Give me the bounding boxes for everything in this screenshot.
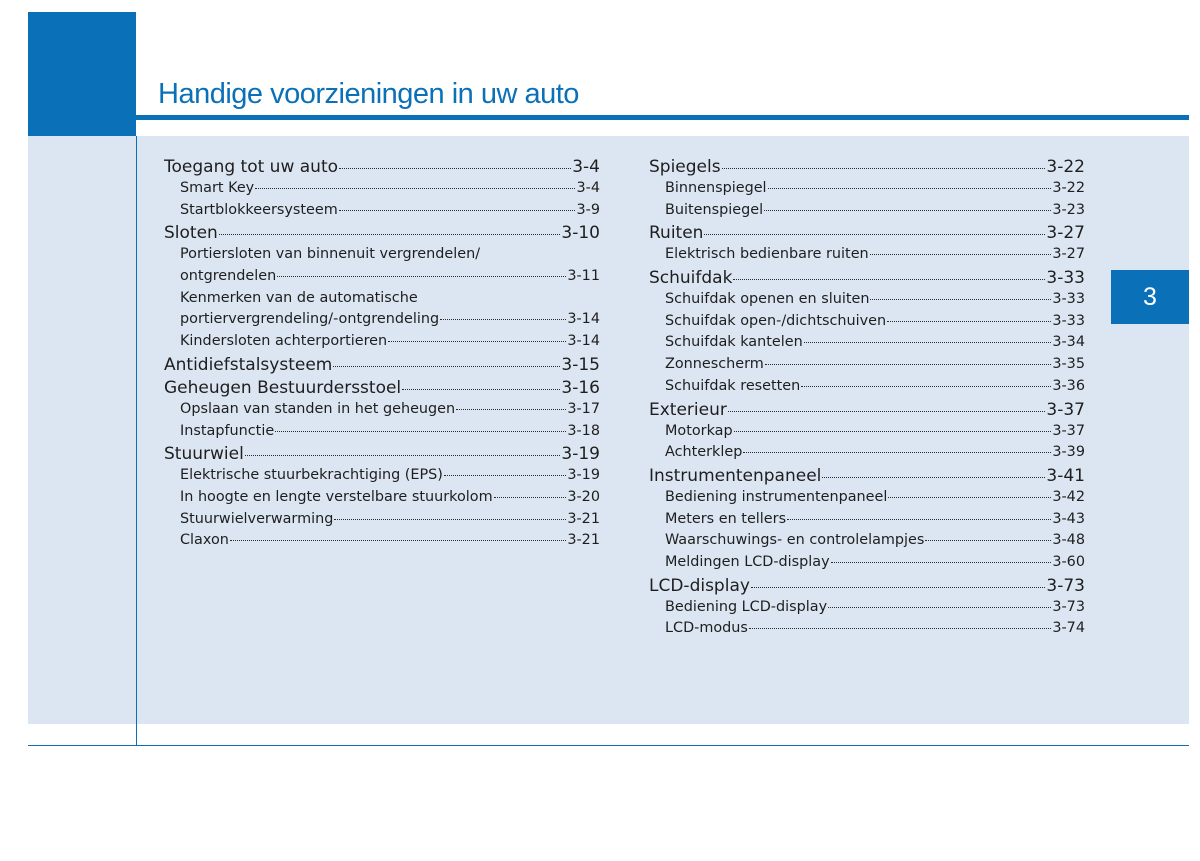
dot-leader bbox=[768, 188, 1052, 189]
bottom-rule bbox=[28, 745, 1189, 746]
toc-page-number: 3-21 bbox=[567, 510, 600, 527]
toc-page-number: 3-16 bbox=[561, 377, 600, 398]
toc-entry-label: ontgrendelen bbox=[180, 268, 277, 285]
toc-entry-label: Elektrische stuurbekrachtiging (EPS) bbox=[180, 467, 443, 484]
toc-subentry[interactable] bbox=[649, 509, 1085, 531]
toc-section-entry[interactable] bbox=[649, 267, 1085, 289]
toc-subentry[interactable] bbox=[649, 178, 1085, 200]
dot-leader bbox=[339, 210, 576, 211]
toc-subentry[interactable] bbox=[649, 289, 1085, 311]
dot-leader bbox=[733, 279, 1045, 280]
toc-page-number: 3-10 bbox=[561, 223, 600, 244]
dot-leader bbox=[831, 562, 1052, 563]
toc-page-number: 3-27 bbox=[1046, 223, 1085, 244]
toc-entry-label: Binnenspiegel bbox=[665, 180, 767, 196]
dot-leader bbox=[751, 587, 1045, 588]
chapter-tab[interactable]: 3 bbox=[1111, 270, 1189, 324]
toc-entry-label: Kindersloten achterportieren bbox=[180, 333, 388, 350]
toc-subentry[interactable] bbox=[164, 266, 600, 288]
dot-leader bbox=[704, 234, 1045, 235]
toc-page-number: 3-4 bbox=[576, 180, 600, 196]
dot-leader bbox=[245, 455, 561, 456]
toc-subentry[interactable] bbox=[164, 178, 600, 200]
toc-subentry[interactable] bbox=[649, 597, 1085, 619]
dot-leader bbox=[402, 389, 560, 390]
toc-section-entry[interactable] bbox=[164, 377, 600, 399]
toc-page-number: 3-73 bbox=[1052, 598, 1085, 615]
dot-leader bbox=[743, 452, 1051, 453]
toc-entry-label: Waarschuwings- en controlelampjes bbox=[665, 532, 925, 549]
toc-entry-label: Meters en tellers bbox=[665, 510, 787, 527]
dot-leader bbox=[728, 411, 1046, 412]
toc-section-entry[interactable] bbox=[164, 222, 600, 244]
dot-leader bbox=[888, 497, 1051, 498]
dot-leader bbox=[870, 299, 1051, 300]
toc-entry-label: Bediening LCD-display bbox=[665, 598, 828, 615]
title-underline bbox=[136, 115, 1189, 120]
toc-subentry[interactable] bbox=[649, 442, 1085, 464]
toc-section-entry[interactable] bbox=[649, 156, 1085, 178]
toc-page-number: 3-37 bbox=[1052, 422, 1085, 439]
toc-entry-label: Bediening instrumentenpaneel bbox=[665, 488, 888, 505]
toc-subentry[interactable] bbox=[649, 332, 1085, 354]
toc-section-entry[interactable] bbox=[164, 156, 600, 178]
dot-leader bbox=[277, 276, 566, 277]
toc-subentry[interactable] bbox=[649, 354, 1085, 376]
toc-section-entry[interactable] bbox=[649, 465, 1085, 487]
dot-leader bbox=[787, 519, 1051, 520]
dot-leader bbox=[444, 475, 566, 476]
toc-subentry-label-line[interactable]: Portiersloten van binnenuit vergrendelen/ bbox=[180, 246, 481, 263]
toc-section-entry[interactable] bbox=[649, 222, 1085, 244]
toc-entry-label: Schuifdak kantelen bbox=[665, 334, 803, 351]
toc-subentry[interactable] bbox=[649, 421, 1085, 443]
toc-subentry[interactable] bbox=[164, 399, 600, 421]
toc-page-number: 3-27 bbox=[1052, 246, 1085, 263]
dot-leader bbox=[765, 364, 1052, 365]
dot-leader bbox=[804, 342, 1052, 343]
toc-page-number: 3-36 bbox=[1052, 377, 1085, 394]
corner-color-block bbox=[28, 12, 136, 136]
toc-entry-label: Stuurwiel bbox=[164, 444, 244, 465]
toc-subentry-label-line[interactable]: Kenmerken van de automatische bbox=[180, 289, 418, 306]
toc-entry-label: Ruiten bbox=[649, 223, 704, 244]
toc-page-number: 3-41 bbox=[1046, 465, 1085, 486]
toc-page-number: 3-22 bbox=[1052, 180, 1085, 196]
dot-leader bbox=[749, 628, 1051, 629]
toc-page-number: 3-37 bbox=[1046, 399, 1085, 420]
toc-page-number: 3-39 bbox=[1052, 444, 1085, 461]
toc-page-number: 3-73 bbox=[1046, 575, 1085, 596]
toc-section-entry[interactable] bbox=[649, 399, 1085, 421]
dot-leader bbox=[494, 497, 567, 498]
dot-leader bbox=[870, 254, 1052, 255]
toc-subentry[interactable] bbox=[649, 376, 1085, 398]
dot-leader bbox=[887, 321, 1051, 322]
toc-entry-label: Toegang tot uw auto bbox=[164, 157, 339, 177]
toc-page-number: 3-33 bbox=[1046, 268, 1085, 289]
toc-entry-label: LCD-display bbox=[649, 575, 750, 596]
toc-page-number: 3-14 bbox=[567, 333, 600, 350]
toc-entry-label: Spiegels bbox=[649, 157, 721, 177]
toc-entry-label: In hoogte en lengte verstelbare stuurkolom bbox=[180, 488, 493, 505]
toc-section-entry[interactable] bbox=[649, 575, 1085, 597]
toc-page-number: 3-19 bbox=[561, 444, 600, 465]
dot-leader bbox=[334, 519, 566, 520]
toc-entry-label: Schuifdak openen en sluiten bbox=[665, 291, 870, 308]
dot-leader bbox=[339, 168, 571, 169]
page-title: Handige voorzieningen in uw auto bbox=[158, 78, 579, 110]
toc-subentry[interactable] bbox=[164, 465, 600, 487]
toc-page-number: 3-34 bbox=[1052, 334, 1085, 351]
toc-page-number: 3-35 bbox=[1052, 356, 1085, 373]
toc-entry-label: Opslaan van standen in het geheugen bbox=[180, 400, 456, 417]
toc-entry-label: Schuifdak bbox=[649, 268, 733, 289]
toc-entry-label: Smart Key bbox=[180, 180, 255, 196]
toc-entry-label: Schuifdak resetten bbox=[665, 377, 801, 394]
dot-leader bbox=[230, 540, 566, 541]
toc-page-number: 3-48 bbox=[1052, 532, 1085, 549]
toc-page-number: 3-9 bbox=[576, 201, 600, 218]
dot-leader bbox=[822, 477, 1045, 478]
toc-entry-label: portiervergrendeling/-ontgrendeling bbox=[180, 311, 440, 328]
toc-subentry[interactable] bbox=[164, 309, 600, 331]
toc-entry-label: Claxon bbox=[180, 532, 229, 549]
toc-subentry[interactable] bbox=[649, 530, 1085, 552]
toc-subentry[interactable] bbox=[164, 509, 600, 531]
toc-section-entry[interactable] bbox=[164, 443, 600, 465]
toc-entry-label: Elektrisch bedienbare ruiten bbox=[665, 246, 869, 263]
toc-page-number: 3-33 bbox=[1052, 312, 1085, 329]
toc-entry-label: Meldingen LCD-display bbox=[665, 553, 830, 570]
dot-leader bbox=[764, 210, 1051, 211]
dot-leader bbox=[828, 607, 1051, 608]
toc-page-number: 3-15 bbox=[561, 354, 600, 375]
dot-leader bbox=[333, 366, 560, 367]
toc-entry-label: Antidiefstalsysteem bbox=[164, 354, 333, 375]
toc-entry-label: Motorkap bbox=[665, 422, 733, 439]
toc-column-right bbox=[649, 155, 1085, 640]
toc-entry-label: LCD-modus bbox=[665, 620, 748, 637]
toc-entry-label: Achterklep bbox=[665, 444, 743, 461]
toc-subentry[interactable] bbox=[649, 311, 1085, 333]
toc-page-number: 3-74 bbox=[1052, 620, 1085, 637]
toc-section-entry[interactable] bbox=[164, 354, 600, 376]
toc-entry-label: Zonnescherm bbox=[665, 356, 764, 373]
toc-page-number: 3-18 bbox=[567, 422, 600, 439]
toc-page-number: 3-20 bbox=[567, 488, 600, 505]
toc-page-number: 3-23 bbox=[1052, 201, 1085, 218]
toc-entry-label: Stuurwielverwarming bbox=[180, 510, 334, 527]
toc-page-number: 3-17 bbox=[567, 400, 600, 417]
toc-page-number: 3-14 bbox=[567, 311, 600, 328]
toc-page-number: 3-22 bbox=[1046, 157, 1085, 177]
dot-leader bbox=[219, 234, 561, 235]
toc-entry-label: Startblokkeersysteem bbox=[180, 201, 338, 218]
toc-entry-label: Exterieur bbox=[649, 399, 727, 420]
toc-page-number: 3-43 bbox=[1052, 510, 1085, 527]
toc-page-number: 3-11 bbox=[567, 268, 600, 285]
dot-leader bbox=[440, 319, 566, 320]
dot-leader bbox=[801, 386, 1051, 387]
toc-entry-label: Buitenspiegel bbox=[665, 201, 764, 218]
toc-subentry[interactable] bbox=[649, 487, 1085, 509]
toc-subentry[interactable] bbox=[649, 200, 1085, 222]
toc-entry-label: Instapfunctie bbox=[180, 422, 275, 439]
toc-entry-label: Instrumentenpaneel bbox=[649, 465, 822, 486]
dot-leader bbox=[275, 431, 566, 432]
toc-entry-label: Schuifdak open-/dichtschuiven bbox=[665, 312, 887, 329]
toc-column-left bbox=[164, 155, 600, 552]
toc-subentry[interactable] bbox=[649, 552, 1085, 574]
toc-page-number: 3-4 bbox=[572, 157, 600, 177]
toc-subentry[interactable] bbox=[164, 487, 600, 509]
dot-leader bbox=[722, 168, 1046, 169]
toc-subentry[interactable] bbox=[164, 530, 600, 552]
toc-page-number: 3-33 bbox=[1052, 291, 1085, 308]
toc-entry-label: Geheugen Bestuurdersstoel bbox=[164, 377, 402, 398]
toc-page-number: 3-19 bbox=[567, 467, 600, 484]
dot-leader bbox=[388, 341, 566, 342]
toc-page-number: 3-42 bbox=[1052, 488, 1085, 505]
toc-subentry[interactable] bbox=[164, 421, 600, 443]
toc-entry-label: Sloten bbox=[164, 223, 218, 244]
dot-leader bbox=[925, 540, 1051, 541]
toc-page-number: 3-60 bbox=[1052, 553, 1085, 570]
dot-leader bbox=[734, 431, 1052, 432]
margin-rule bbox=[136, 136, 137, 746]
toc-subentry[interactable] bbox=[649, 618, 1085, 640]
toc-page-number: 3-21 bbox=[567, 532, 600, 549]
toc-subentry[interactable] bbox=[649, 244, 1085, 266]
toc-subentry[interactable] bbox=[164, 200, 600, 222]
dot-leader bbox=[456, 409, 566, 410]
dot-leader bbox=[255, 188, 575, 189]
toc-subentry[interactable] bbox=[164, 331, 600, 353]
